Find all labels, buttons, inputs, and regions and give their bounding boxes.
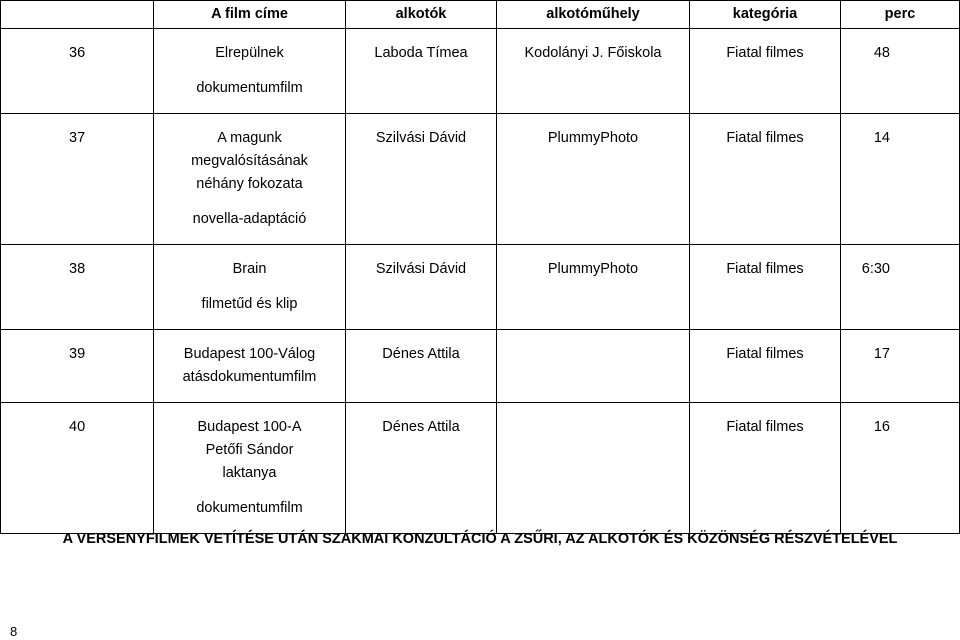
- header-authors: alkotók: [346, 1, 497, 29]
- film-length: 17: [841, 330, 960, 403]
- table-row: [1, 403, 960, 534]
- film-author: Dénes Attila: [346, 403, 497, 534]
- film-number: 40: [1, 403, 154, 534]
- table-row: [1, 330, 960, 403]
- film-category: Fiatal filmes: [690, 114, 841, 245]
- film-genre: filmetűd és klip: [201, 296, 298, 312]
- film-title-cell: [154, 245, 346, 330]
- film-author: Szilvási Dávid: [346, 245, 497, 330]
- film-title: A magunk megvalósításának néhány fokozata: [191, 130, 308, 192]
- film-category: Fiatal filmes: [690, 245, 841, 330]
- film-length: 14: [841, 114, 960, 245]
- film-length: 48: [841, 29, 960, 114]
- film-category: Fiatal filmes: [690, 403, 841, 534]
- film-studio: Kodolányi J. Főiskola: [497, 29, 690, 114]
- header-number: [1, 1, 154, 29]
- table-row: [1, 29, 960, 114]
- film-title-cell: [154, 403, 346, 534]
- film-studio: PlummyPhoto: [497, 114, 690, 245]
- film-studio: PlummyPhoto: [497, 245, 690, 330]
- page-number: 8: [10, 624, 18, 639]
- table-header-row: [1, 1, 960, 29]
- film-length: 6:30: [841, 245, 960, 330]
- film-studio: [497, 330, 690, 403]
- film-title: Brain: [232, 261, 267, 277]
- film-title: Budapest 100-A Petőfi Sándor laktanya: [197, 419, 302, 481]
- header-category: kategória: [690, 1, 841, 29]
- film-category: Fiatal filmes: [690, 29, 841, 114]
- table-row: [1, 114, 960, 245]
- film-title: Budapest 100-Válogatásdokumentumfilm: [182, 346, 317, 385]
- film-title-cell: [154, 330, 346, 403]
- film-genre: dokumentumfilm: [196, 80, 303, 96]
- film-genre: novella-adaptáció: [192, 211, 307, 227]
- film-title-cell: [154, 114, 346, 245]
- screening-note: A VERSENYFILMEK VETÍTÉSE UTÁN SZAKMAI KONZULTÁCIÓ A ZSŰRI, AZ ALKOTÓK ÉS KÖZÖNSÉG RÉSZVÉTELÉVEL: [62, 531, 898, 547]
- film-number: 39: [1, 330, 154, 403]
- film-studio: [497, 403, 690, 534]
- film-genre: dokumentumfilm: [196, 500, 303, 516]
- film-title: Elrepülnek: [215, 45, 284, 61]
- film-number: 37: [1, 114, 154, 245]
- header-length: perc: [841, 1, 960, 29]
- film-number: 36: [1, 29, 154, 114]
- film-length: 16: [841, 403, 960, 534]
- film-title-cell: [154, 29, 346, 114]
- film-author: Dénes Attila: [346, 330, 497, 403]
- film-category: Fiatal filmes: [690, 330, 841, 403]
- table-row: [1, 245, 960, 330]
- film-author: Szilvási Dávid: [346, 114, 497, 245]
- header-studio: alkotóműhely: [497, 1, 690, 29]
- film-number: 38: [1, 245, 154, 330]
- film-author: Laboda Tímea: [346, 29, 497, 114]
- header-title: A film címe: [154, 1, 346, 29]
